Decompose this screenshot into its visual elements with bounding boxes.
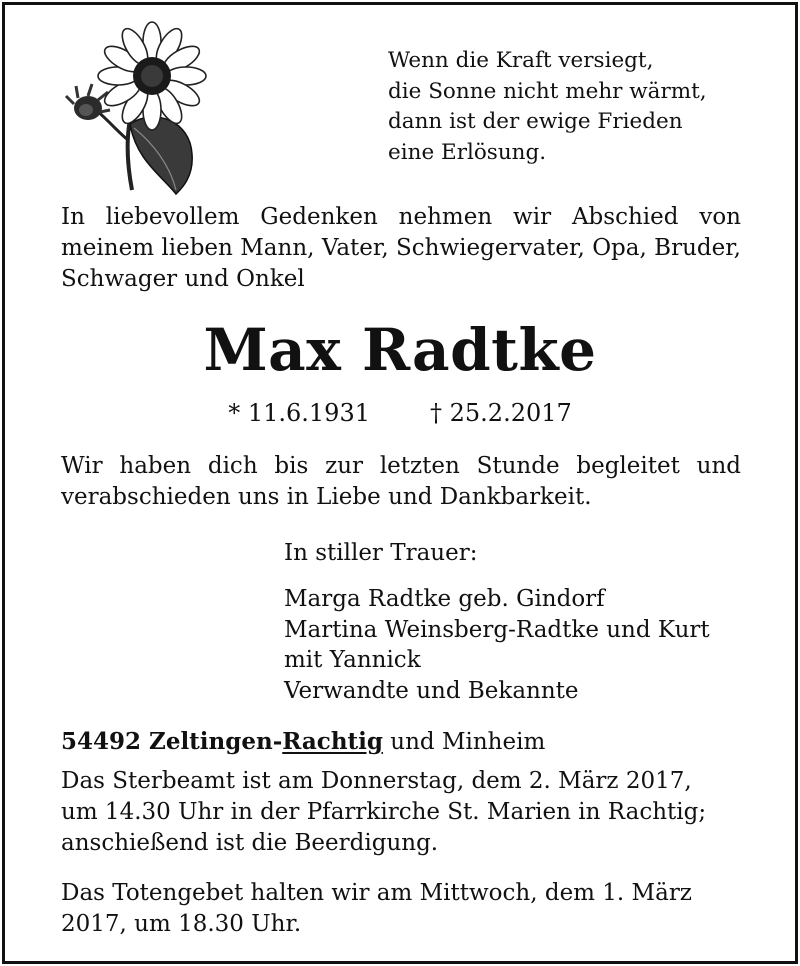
poem-line: die Sonne nicht mehr wärmt, <box>388 78 707 104</box>
mourner-name: Martina Weinsberg-Radtke und Kurt <box>284 616 710 643</box>
address-postal-city: 54492 Zeltingen- <box>61 728 283 755</box>
poem-line: eine Erlösung. <box>388 139 547 165</box>
prayer-line: Das Totengebet halten wir am Mittwoch, dem 1. März <box>61 880 692 906</box>
prayer-info <box>61 878 741 940</box>
mourner-name: Marga Radtke geb. Gindorf <box>284 586 605 612</box>
farewell-text: Wir haben dich bis zur letzten Stunde begleitet und verabschieden uns in Liebe und Dankbarkeit. <box>61 453 741 510</box>
sunflower-icon <box>58 20 218 200</box>
death-date: † 25.2.2017 <box>430 399 572 427</box>
poem <box>388 46 707 168</box>
address-line <box>61 726 545 758</box>
birth-date: * 11.6.1931 <box>228 399 370 427</box>
life-dates <box>0 396 800 430</box>
service-info <box>61 766 741 859</box>
deceased-name: Max Radtke <box>203 316 597 384</box>
service-line: um 14.30 Uhr in der Pfarrkirche St. Marien in Rachtig; <box>61 799 707 825</box>
intro-text: In liebevollem Gedenken nehmen wir Abschied von meinem lieben Mann, Vater, Schwiegervater, Opa, Bruder, Schwager und Onkel <box>61 204 741 292</box>
prayer-line: 2017, um 18.30 Uhr. <box>61 911 302 937</box>
poem-line: Wenn die Kraft versiegt, <box>388 48 654 73</box>
address-district: Rachtig <box>282 728 383 755</box>
service-line: Das Sterbeamt ist am Donnerstag, dem 2. März 2017, <box>61 768 692 794</box>
address-suffix: und Minheim <box>382 729 546 755</box>
service-line: anschießend ist die Beerdigung. <box>61 830 439 856</box>
mourner-name: mit Yannick <box>284 647 421 673</box>
mourners-list <box>284 584 710 706</box>
poem-line: dann ist der ewige Frieden <box>388 109 683 134</box>
mourner-name: Verwandte und Bekannte <box>284 677 579 704</box>
mourning-heading: In stiller Trauer: <box>284 540 478 566</box>
